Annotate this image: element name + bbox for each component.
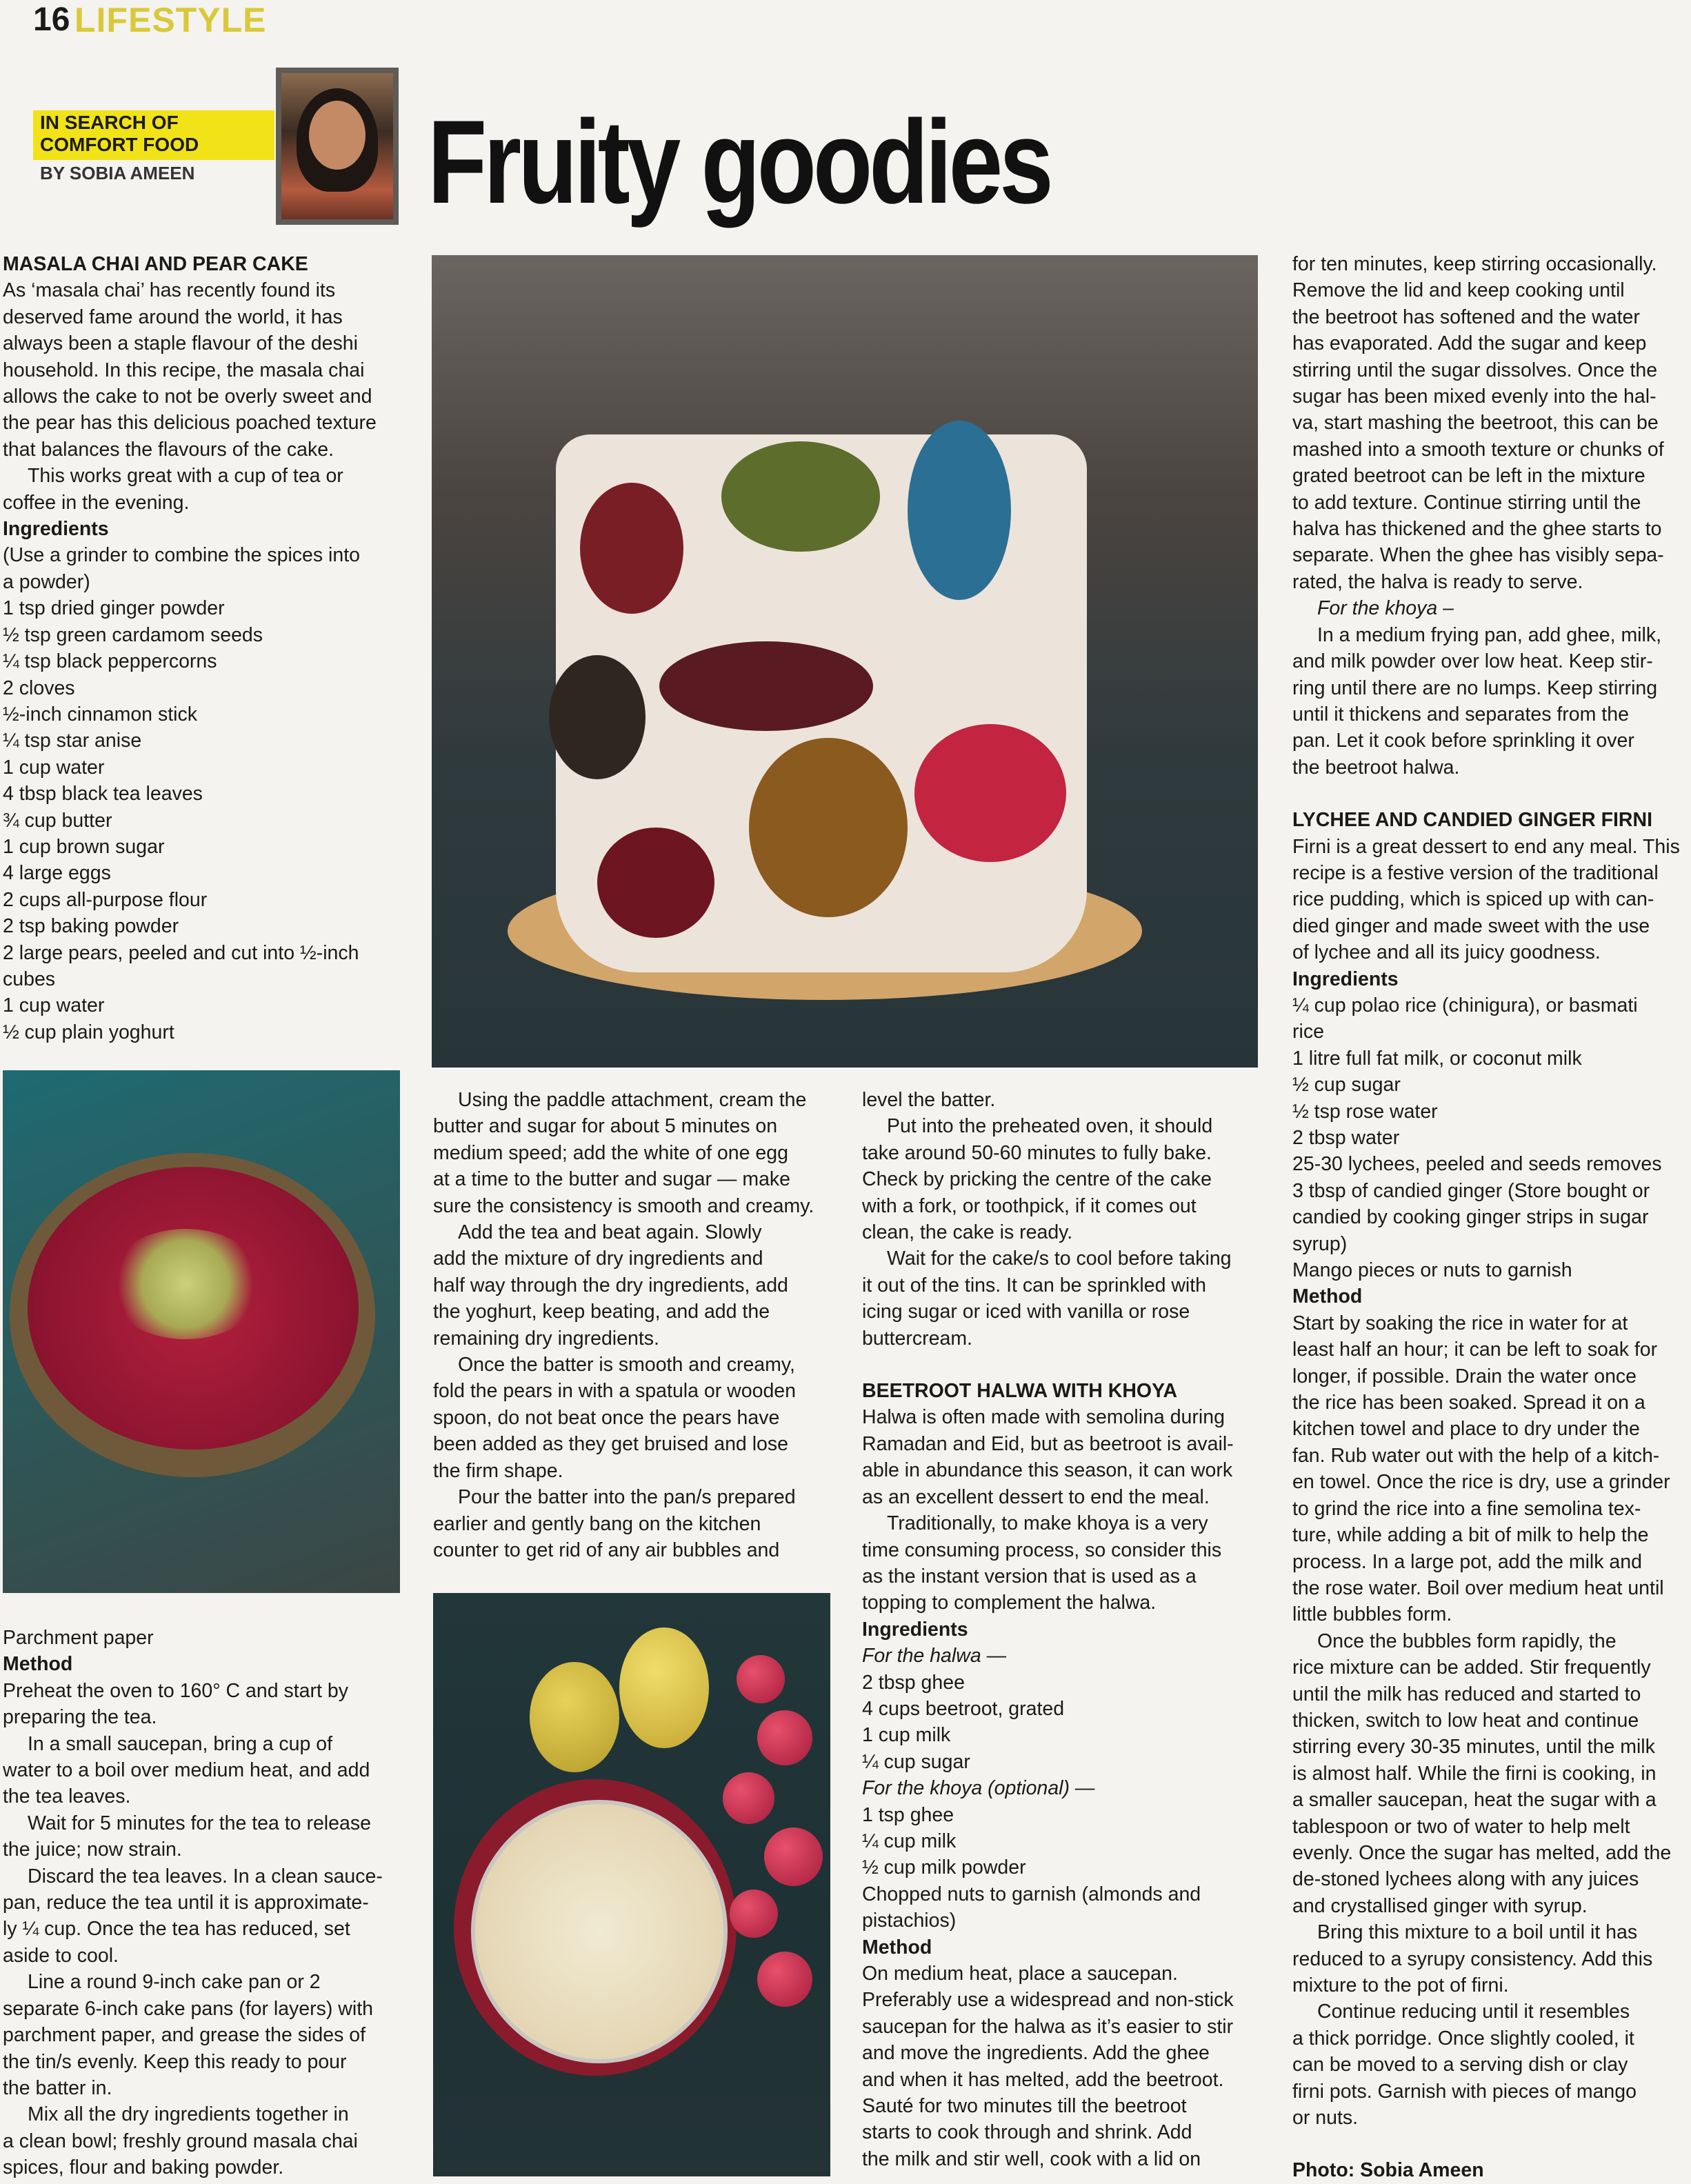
column-tag: IN SEARCH OF COMFORT FOOD	[40, 112, 199, 155]
halwa-photo	[3, 1070, 400, 1593]
cake-photo	[432, 255, 1258, 1068]
ingredients-heading: Ingredients	[862, 1618, 968, 1641]
ingredient-line: 4 large eggs	[3, 862, 111, 885]
text-line: Using the paddle attachment, cream the	[458, 1089, 807, 1111]
text-line: Firni is a great dessert to end any meal. This	[1292, 835, 1680, 858]
text-line: a thick porridge. Once slightly cooled, it	[1292, 2027, 1634, 2050]
ingredient-line: 2 tbsp water	[1292, 1127, 1400, 1149]
text-line: Halwa is often made with semolina during	[862, 1406, 1225, 1429]
column-4	[1292, 251, 1688, 2184]
text-line: Once the batter is smooth and creamy,	[458, 1354, 795, 1376]
text-line: little bubbles form.	[1292, 1603, 1452, 1626]
column-2	[433, 1087, 833, 1563]
text-line: Ramadan and Eid, but as beetroot is avail-	[862, 1432, 1234, 1455]
ingredient-line: ½ tsp rose water	[1292, 1100, 1438, 1123]
text-line: least half an hour; it can be left to soak for	[1292, 1339, 1658, 1361]
ingredient-line: 1 litre full fat milk, or coconut milk	[1292, 1047, 1582, 1070]
ingredient-line: Chopped nuts to garnish (almonds and	[862, 1883, 1201, 1905]
photo-credit: Photo: Sobia Ameen	[1292, 2159, 1484, 2182]
text-line: As ‘masala chai’ has recently found its	[3, 279, 336, 302]
text-line: clean, the cake is ready.	[862, 1221, 1073, 1244]
ingredient-line: ½ cup plain yoghurt	[3, 1021, 174, 1043]
text-line: firni pots. Garnish with pieces of mango	[1292, 2080, 1637, 2103]
text-line: Check by pricking the centre of the cake	[862, 1168, 1212, 1191]
text-line: the rice has been soaked. Spread it on a	[1292, 1392, 1645, 1414]
ingredient-line: ½ cup milk powder	[862, 1856, 1026, 1879]
recipe-title-beetroot-halwa: BEETROOT HALWA WITH KHOYA	[862, 1380, 1178, 1403]
text-line: able in abundance this season, it can work	[862, 1459, 1233, 1482]
ingredient-line: rice	[1292, 1021, 1324, 1043]
text-line: Traditionally, to make khoya is a very	[887, 1512, 1208, 1535]
ingredient-line: ½ tsp green cardamom seeds	[3, 623, 263, 646]
ingredient-line: 1 cup water	[3, 994, 105, 1017]
ingredient-line: 2 tbsp ghee	[862, 1671, 965, 1694]
ingredient-line: 4 tbsp black tea leaves	[3, 783, 203, 805]
text-line: stirring until the sugar dissolves. Once the	[1292, 359, 1658, 381]
text-line: to grind the rice into a fine semolina tex-	[1292, 1497, 1641, 1520]
text-line: earlier and gently bang on the kitchen	[433, 1512, 761, 1535]
text-line: the tin/s evenly. Keep this ready to pour	[3, 2050, 347, 2073]
ingredient-line: 4 cups beetroot, grated	[862, 1697, 1065, 1720]
ingredient-line: 2 tsp baking powder	[3, 915, 179, 938]
text-line: Discard the tea leaves. In a clean sauce-	[28, 1865, 383, 1887]
text-line: rice mixture can be added. Stir frequently	[1292, 1656, 1651, 1679]
text-line: buttercream.	[862, 1327, 972, 1350]
text-line: starts to cook through and shrink. Add	[862, 2121, 1192, 2144]
text-line: fold the pears in with a spatula or wooden	[433, 1380, 796, 1403]
ingredient-line: ½ cup sugar	[1292, 1074, 1401, 1096]
text-line: process. In a large pot, add the milk and	[1292, 1550, 1642, 1573]
text-line: always been a staple flavour of the deshi	[3, 332, 358, 355]
text-line: Start by soaking the rice in water for at	[1292, 1312, 1628, 1334]
text-line: de-stoned lychees along with any juices	[1292, 1868, 1639, 1891]
ingredient-line: 2 cloves	[3, 677, 75, 699]
text-line: been added as they get bruised and lose	[433, 1433, 788, 1456]
ingredient-line: 2 large pears, peeled and cut into ½-inch	[3, 941, 359, 964]
text-line: a smaller saucepan, heat the sugar with a	[1292, 1789, 1657, 1812]
ingredient-line: ½-inch cinnamon stick	[3, 703, 197, 725]
recipe-title-masala-chai-pear-cake: MASALA CHAI AND PEAR CAKE	[3, 253, 308, 275]
ingredient-line: cubes	[3, 968, 56, 990]
ingredient-line: 1 tsp ghee	[862, 1803, 954, 1826]
text-line: remaining dry ingredients.	[433, 1327, 659, 1350]
text-line: and when it has melted, add the beetroot.	[862, 2068, 1224, 2091]
text-line: time consuming process, so consider this	[862, 1539, 1222, 1561]
text-line: Mix all the dry ingredients together in	[28, 2103, 349, 2126]
text-line: Bring this mixture to a boil until it has	[1317, 1921, 1638, 1944]
column-3	[862, 1087, 1262, 2172]
text-line: at a time to the butter and sugar — make	[433, 1168, 791, 1191]
text-line: halva has thickened and the ghee starts to	[1292, 518, 1662, 541]
ingredient-line: ¼ cup sugar	[862, 1750, 970, 1773]
text-line: and move the ingredients. Add the ghee	[862, 2042, 1210, 2065]
subheading: For the halwa —	[862, 1645, 1007, 1667]
text-line: died ginger and made sweet with the use	[1292, 914, 1650, 937]
text-line: spices, flour and baking powder.	[3, 2156, 284, 2179]
subheading: For the khoya (optional) —	[862, 1777, 1095, 1800]
ingredient-line: 1 cup brown sugar	[3, 835, 165, 858]
text-line: ture, while adding a bit of milk to help the	[1292, 1524, 1649, 1547]
text-line: allows the cake to not be overly sweet and	[3, 385, 372, 408]
ingredient-line: 2 cups all-purpose flour	[3, 888, 208, 911]
text-line: This works great with a cup of tea or	[28, 465, 343, 488]
ingredient-line: ¼ tsp star anise	[3, 730, 142, 752]
text-line: ly ¼ cup. Once the tea has reduced, set	[3, 1918, 350, 1941]
text-line: the batter in.	[3, 2076, 112, 2099]
text-line: the firm shape.	[433, 1459, 563, 1482]
text-line: the pear has this delicious poached texture	[3, 412, 377, 434]
text-line: deserved fame around the world, it has	[3, 305, 343, 328]
text-line: the beetroot has softened and the water	[1292, 305, 1640, 328]
ingredient-line: 1 cup milk	[862, 1724, 951, 1747]
text-line: for ten minutes, keep stirring occasionally.	[1292, 253, 1657, 275]
ingredient-line: 3 tbsp of candied ginger (Store bought or	[1292, 1179, 1650, 1202]
text-line: In a medium frying pan, add ghee, milk,	[1317, 623, 1662, 646]
text-line: mashed into a smooth texture or chunks of	[1292, 438, 1664, 461]
headline: Fruity goodies	[428, 96, 1050, 228]
text-line: or nuts.	[1292, 2107, 1359, 2130]
text-line: to add texture. Continue stirring until the	[1292, 491, 1641, 514]
text-line: that balances the flavours of the cake.	[3, 438, 334, 461]
text-line: en towel. Once the rice is dry, use a grinder	[1292, 1471, 1670, 1494]
section-name: LIFESTYLE	[74, 1, 267, 39]
text-line: longer, if possible. Drain the water once	[1292, 1365, 1637, 1387]
text-line: the milk and stir well, cook with a lid on	[862, 2147, 1201, 2170]
text-line: the yoghurt, keep beating, and add the	[433, 1301, 770, 1323]
text-line: separate 6-inch cake pans (for layers) with	[3, 1997, 373, 2020]
firni-photo	[433, 1593, 830, 2176]
text-line: and crystallised ginger with syrup.	[1292, 1894, 1588, 1917]
text-line: sugar has been mixed evenly into the hal-	[1292, 385, 1657, 408]
text-line: rated, the halva is ready to serve.	[1292, 570, 1583, 593]
text-line: recipe is a festive version of the traditional	[1292, 861, 1659, 884]
text-line: Remove the lid and keep cooking until	[1292, 279, 1625, 302]
ingredient-line: ¼ cup milk	[862, 1830, 957, 1852]
text-line: reduced to a syrupy consistency. Add this	[1292, 1947, 1653, 1970]
text-line: the beetroot halwa.	[1292, 756, 1460, 779]
text-line: mixture to the pot of firni.	[1292, 1974, 1509, 1996]
column-1-top	[3, 251, 403, 1045]
text-line: Pour the batter into the pan/s prepared	[458, 1486, 796, 1509]
text-line: and milk powder over low heat. Keep stir-	[1292, 650, 1653, 673]
text-line: Add the tea and beat again. Slowly	[458, 1221, 762, 1244]
text-line: until the milk has reduced and started to	[1292, 1683, 1641, 1705]
text-line: a clean bowl; freshly ground masala chai	[3, 2130, 358, 2152]
text-line: butter and sugar for about 5 minutes on	[433, 1115, 778, 1138]
text-line: On medium heat, place a saucepan.	[862, 1963, 1178, 1985]
text-line: coffee in the evening.	[3, 491, 190, 514]
text-line: stirring every 30-35 minutes, until the milk	[1292, 1736, 1655, 1759]
ingredient-line: ¼ tsp black peppercorns	[3, 650, 217, 673]
text-line: thicken, switch to low heat and continue	[1292, 1709, 1639, 1732]
ingredient-line: 1 cup water	[3, 756, 105, 779]
text-line: counter to get rid of any air bubbles and	[433, 1539, 780, 1561]
text-line: ring until there are no lumps. Keep stirring	[1292, 677, 1658, 699]
text-line: topping to complement the halwa.	[862, 1592, 1157, 1614]
text-line: preparing the tea.	[3, 1706, 157, 1729]
text-line: Once the bubbles form rapidly, the	[1317, 1630, 1617, 1652]
text-line: icing sugar or iced with vanilla or rose	[862, 1301, 1190, 1323]
text-line: Wait for the cake/s to cool before taking	[887, 1248, 1232, 1270]
column-1-bottom	[3, 1625, 403, 2181]
text-line: va, start mashing the beetroot, this can be	[1292, 412, 1659, 434]
text-line: fan. Rub water out with the help of a kitch-	[1292, 1444, 1660, 1467]
text-line: rice pudding, which is spiced up with can-	[1292, 888, 1654, 911]
text-line: half way through the dry ingredients, add	[433, 1274, 788, 1296]
text-line: has evaporated. Add the sugar and keep	[1292, 332, 1647, 355]
text-line: it out of the tins. It can be sprinkled with	[862, 1274, 1207, 1296]
ingredient-line: syrup)	[1292, 1232, 1348, 1255]
byline: BY SOBIA AMEEN	[40, 163, 195, 183]
text-line: a powder)	[3, 570, 90, 593]
recipe-title-lychee-firni: LYCHEE AND CANDIED GINGER FIRNI	[1292, 809, 1653, 832]
text-line: kitchen towel and place to dry under the	[1292, 1418, 1640, 1441]
text-line: sure the consistency is smooth and creamy.	[433, 1194, 814, 1217]
ingredients-heading: Ingredients	[1292, 968, 1399, 990]
text-line: Preferably use a widespread and non-stick	[862, 1989, 1234, 2012]
text-line: tablespoon or two of water to help melt	[1292, 1815, 1630, 1838]
text-line: water to a boil over medium heat, and add	[3, 1759, 370, 1782]
ingredient-line: Mango pieces or nuts to garnish	[1292, 1259, 1572, 1282]
text-line: can be moved to a serving dish or clay	[1292, 2054, 1628, 2076]
text-line: medium speed; add the white of one egg	[433, 1141, 788, 1164]
text-line: the juice; now strain.	[3, 1839, 182, 1861]
text-line: separate. When the ghee has visibly sepa-	[1292, 544, 1664, 567]
text-line: the rose water. Boil over medium heat until	[1292, 1576, 1664, 1599]
text-line: level the batter.	[862, 1089, 996, 1111]
ingredients-heading: Ingredients	[3, 518, 109, 541]
text-line: take around 50-60 minutes to fully bake.	[862, 1141, 1212, 1164]
text-line: aside to cool.	[3, 1944, 119, 1967]
subheading: For the khoya –	[1317, 597, 1454, 620]
ingredient-line: 1 tsp dried ginger powder	[3, 597, 225, 620]
text-line: as an excellent dessert to end the meal.	[862, 1485, 1210, 1508]
text-line: as the instant version that is used as a	[862, 1565, 1197, 1587]
text-line: Preheat the oven to 160° C and start by	[3, 1679, 348, 1702]
text-line: In a small saucepan, bring a cup of	[28, 1732, 333, 1755]
text-line: until it thickens and separates from the	[1292, 703, 1629, 725]
text-line: saucepan for the halwa as it’s easier to stir	[862, 2015, 1234, 2038]
text-line: evenly. Once the sugar has melted, add the	[1292, 1841, 1672, 1864]
text-line: grated beetroot can be left in the mixture	[1292, 465, 1645, 488]
text-line: the tea leaves.	[3, 1785, 131, 1808]
method-heading: Method	[1292, 1285, 1363, 1308]
text-line: parchment paper, and grease the sides of	[3, 2024, 366, 2047]
text-line: Put into the preheated oven, it should	[887, 1115, 1213, 1138]
ingredient-line: pistachios)	[862, 1910, 957, 1932]
text-line: spoon, do not beat once the pears have	[433, 1406, 780, 1429]
author-photo	[276, 68, 399, 225]
text-line: (Use a grinder to combine the spices into	[3, 544, 361, 567]
text-line: with a fork, or toothpick, if it comes out	[862, 1194, 1197, 1217]
text-line: pan. Let it cook before sprinkling it over	[1292, 730, 1634, 752]
method-heading: Method	[862, 1936, 932, 1958]
text-line: is almost half. While the firni is cooking, in	[1292, 1762, 1657, 1785]
text-line: Sauté for two minutes till the beetroot	[862, 2095, 1187, 2118]
text-line: household. In this recipe, the masala chai	[3, 359, 365, 381]
text-line: Wait for 5 minutes for the tea to release	[28, 1812, 371, 1834]
ingredient-line: candied by cooking ginger strips in sugar	[1292, 1206, 1649, 1229]
ingredient-line: 25-30 lychees, peeled and seeds removes	[1292, 1153, 1662, 1176]
page-number: 16	[33, 1, 70, 38]
text-line: pan, reduce the tea until it is approximate-	[3, 1892, 369, 1914]
ingredient-line: ¾ cup butter	[3, 809, 112, 832]
text-line: Continue reducing until it resembles	[1317, 2001, 1630, 2023]
method-heading: Method	[3, 1653, 73, 1676]
text-line: Line a round 9-inch cake pan or 2	[28, 1971, 321, 1994]
text-line: of lychee and all its juicy goodness.	[1292, 941, 1601, 964]
ingredient-line: Parchment paper	[3, 1627, 154, 1649]
ingredient-line: ¼ cup polao rice (chinigura), or basmati	[1292, 994, 1638, 1016]
text-line: add the mixture of dry ingredients and	[433, 1248, 763, 1270]
